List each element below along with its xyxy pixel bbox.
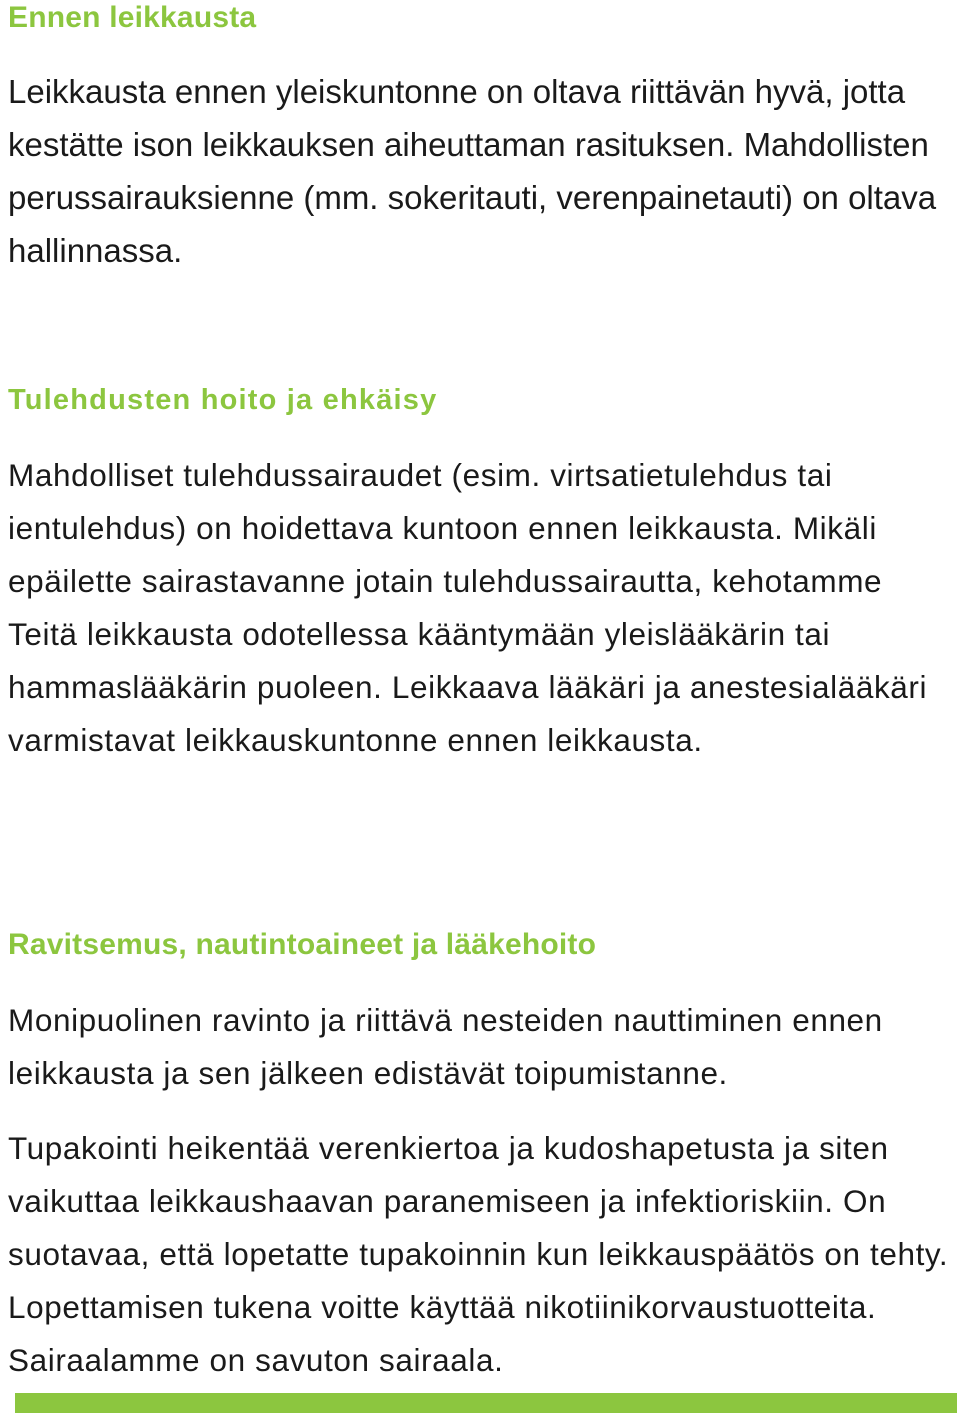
section-heading-infections: Tulehdusten hoito ja ehkäisy xyxy=(8,384,438,416)
footer-accent-bar xyxy=(15,1393,957,1413)
paragraph-nutrition: Monipuolinen ravinto ja riittävä nesteiden nauttiminen ennen leikkausta ja sen jälkeen edistävät toipumistanne. xyxy=(8,1002,883,1091)
paragraph-infections: Mahdolliset tulehdussairaudet (esim. virtsatietulehdus tai ientulehdus) on hoidettava kuntoon ennen leikkausta. Mikäli epäilette sairastavanne jotain tulehdussairautta, kehotamme Teitä leikkausta odotellessa kääntymään yleislääkärin tai hammaslääkärin puoleen. Leikkaava lääkäri ja anestesialääkäri varmistavat leikkauskuntonne ennen leikkausta. xyxy=(8,457,928,758)
section-heading-before-surgery: Ennen leikkausta xyxy=(8,1,257,34)
section-heading-nutrition: Ravitsemus, nautintoaineet ja lääkehoito xyxy=(8,928,597,961)
paragraph-smoking: Tupakointi heikentää verenkiertoa ja kudoshapetusta ja siten vaikuttaa leikkaushaavan paranemiseen ja infektioriskiin. On suotavaa, että lopetatte tupakoinnin kun leikkauspäätös on tehty. Lopettamisen tukena voitte käyttää nikotiinikorvaustuotteita. Sairaalamme on savuton sairaala. xyxy=(8,1130,949,1378)
paragraph-before-surgery: Leikkausta ennen yleiskuntonne on oltava riittävän hyvä, jotta kestätte ison leikkauksen aiheuttaman rasituksen. Mahdollisten perussairauksienne (mm. sokeritauti, verenpainetauti) on oltava hallinnassa. xyxy=(8,73,937,269)
